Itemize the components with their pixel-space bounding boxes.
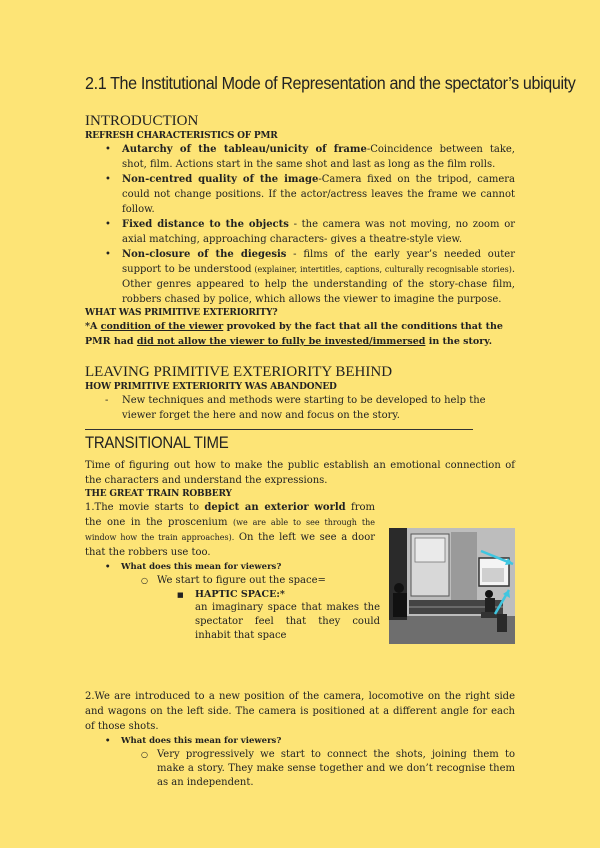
list-item: • Non-centred quality of the image-Camera fixed on the tripod, camera could not change positions. If the actor/actress leaves the frame we cannot follow. [122, 172, 515, 217]
film-still-image [389, 528, 515, 644]
divider [85, 429, 473, 430]
intro-subheading: REFRESH CHARACTERISTICS OF PMR [85, 131, 278, 141]
pmr-list [85, 142, 515, 307]
viewer-question-1: • What does this mean for viewers? [85, 560, 515, 574]
intro-heading: INTRODUCTION [85, 113, 199, 129]
space-item: ○ We start to figure out the space= [85, 574, 515, 588]
viewer-question-2: • What does this mean for viewers? [85, 734, 515, 748]
connect-shots-item: ○ Very progressively we start to connect the shots, joining them to make a story. They make sense together and we don’t recognise them as an independent. [85, 748, 515, 790]
train-robbery-heading: THE GREAT TRAIN ROBBERY [85, 489, 232, 499]
transitional-intro: Time of figuring out how to make the public establish an emotional connection of the characters and understand the expressions. [85, 460, 515, 486]
paragraph-1: 1.The movie starts to depict an exterior world from the one in the proscenium (we are able to see through the window how the train approaches). On the left we see a door that the robbers use too. [85, 502, 376, 558]
leaving-list [85, 393, 515, 423]
haptic-label: ■ HAPTIC SPACE:* [85, 588, 515, 601]
haptic-description: an imaginary space that makes the spectator feel that they could inhabit that space [195, 602, 380, 641]
answer-text: *A condition of the viewer provoked by the fact that all the conditions that the PMR had did not allow the viewer to fully be invested/immersed in the story. [85, 321, 503, 347]
transitional-heading: TRANSITIONAL TIME [85, 433, 229, 452]
list-item: • Non-closure of the diegesis - films of the early year’s needed outer support to be understood (explainer, intertitles, captions, culturally recognisable stories). Other genres appeared to help the understanding of the story-chase film, robbers chased by police, which allows the viewer to imagine the purpose. [122, 247, 515, 307]
list-item: - New techniques and methods were starting to be developed to help the viewer forget the here and now and focus on the story. [122, 393, 515, 423]
page-title: 2.1 The Institutional Mode of Representation and the spectator’s ubiquity [85, 73, 576, 93]
list-item: • Autarchy of the tableau/unicity of frame-Coincidence between take, shot, film. Actions start in the same shot and last as long as the film rolls. [122, 142, 515, 172]
list-item: • Fixed distance to the objects - the camera was not moving, no zoom or axial matching, approaching characters- gives a theatre-style view. [122, 217, 515, 247]
leaving-heading: LEAVING PRIMITIVE EXTERIORITY BEHIND [85, 364, 393, 380]
document-page [85, 72, 576, 790]
leaving-subheading: HOW PRIMITIVE EXTERIORITY WAS ABANDONED [85, 382, 337, 392]
question-heading: WHAT WAS PRIMITIVE EXTERIORITY? [85, 308, 278, 318]
paragraph-2: 2.We are introduced to a new position of the camera, locomotive on the right side and wagons on the left side. The camera is positioned at a different angle for each of those shots. [85, 691, 515, 732]
